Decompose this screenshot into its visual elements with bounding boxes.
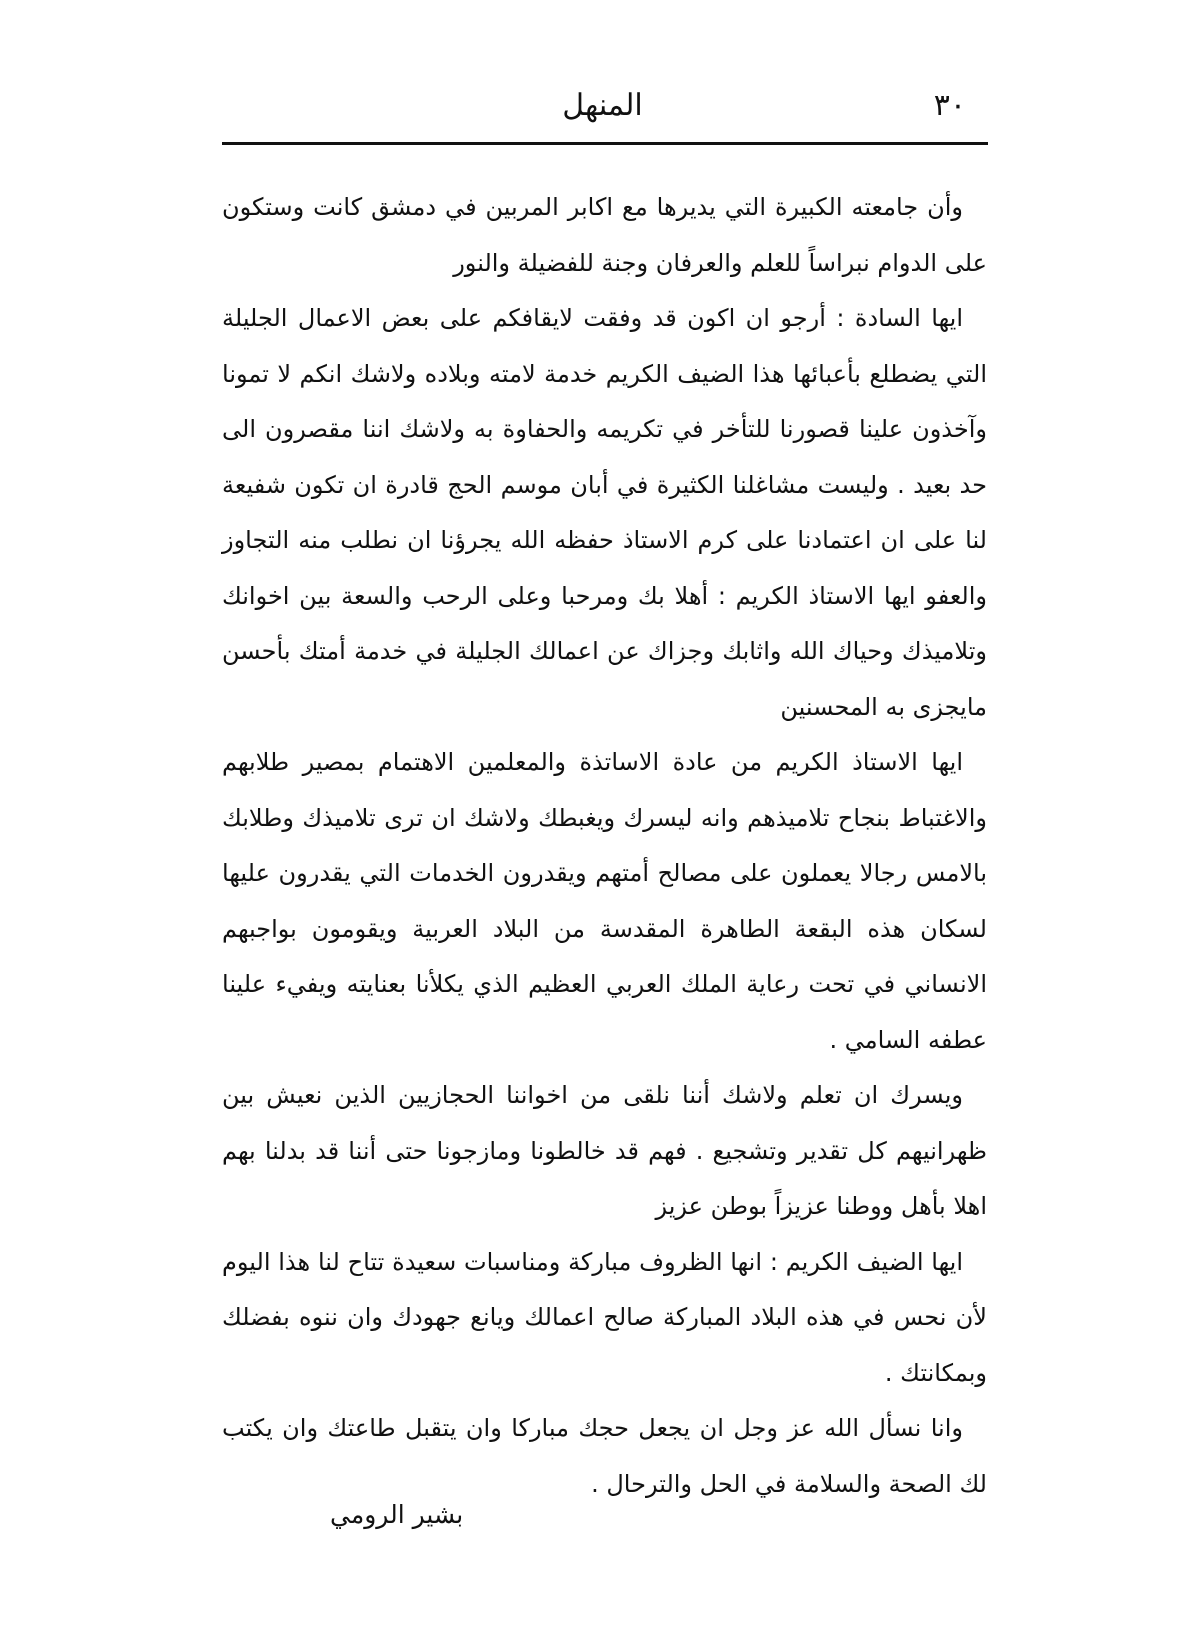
paragraph: ايها الضيف الكريم : انها الظروف مباركة ومناسبات سعيدة تتاح لنا هذا اليوم لأن نحس في هذه البلاد المباركة صالح اعمالك ويانع جهودك وان ننوه بفضلك وبمكانتك . xyxy=(222,1247,987,1387)
article-body xyxy=(222,180,987,1512)
header-rule xyxy=(222,142,988,145)
page-header xyxy=(225,82,980,142)
paragraph: وأن جامعته الكبيرة التي يديرها مع اكابر المربين في دمشق كانت وستكون على الدوام نبراساً للعلم والعرفان وجنة للفضيلة والنور xyxy=(222,193,987,277)
running-title: المنهل xyxy=(562,88,643,123)
paragraph: ويسرك ان تعلم ولاشك أننا نلقى من اخواننا الحجازيين الذين نعيش بين ظهرانيهم كل تقدير وتشجيع . فهم قد خالطونا ومازجونا حتى أننا قد بدلنا بهم اهلا بأهل ووطنا عزيزاً بوطن عزيز xyxy=(222,1081,987,1220)
paragraph: ايها السادة : أرجو ان اكون قد وفقت لايقافكم على بعض الاعمال الجليلة التي يضطلع بأعبائها هذا الضيف الكريم خدمة لامته وبلاده ولاشك انكم لا تمونا وآخذون علينا قصورنا للتأخر في تكريمه والحفاوة به ولاشك اننا مقصرون الى حد بعيد . وليست مشاغلنا الكثيرة في أبان موسم الحج قادرة ان تكون شفيعة لنا على ان اعتمادنا على كرم الاستاذ حفظه الله يجرؤنا ان نطلب منه التجاوز والعفو ايها الاستاذ الكريم : أهلا بك ومرحبا وعلى الرحب والسعة بين اخوانك وتلاميذك وحياك الله واثابك وجزاك عن اعمالك الجليلة في خدمة أمتك بأحسن مايجزى به المحسنين xyxy=(222,304,987,721)
paragraph: وانا نسأل الله عز وجل ان يجعل حجك مباركا وان يتقبل طاعتك وان يكتب لك الصحة والسلامة في الحل والترحال . xyxy=(222,1414,987,1498)
page-number: ٣٠ xyxy=(933,88,966,123)
paragraph: ايها الاستاذ الكريم من عادة الاساتذة والمعلمين الاهتمام بمصير طلابهم والاغتباط بنجاح تلاميذهم وانه ليسرك ويغبطك ولاشك ان ترى تلاميذك وطلابك بالامس رجالا يعملون على مصالح أمتهم ويقدرون الخدمات التي يقدرون عليها لسكان هذه البقعة الطاهرة المقدسة من البلاد العربية ويقومون بواجبهم الانساني في تحت رعاية الملك العربي العظيم الذي يكلأنا بعنايته ويفيء علينا عطفه السامي . xyxy=(222,748,987,1054)
author-signature: بشير الرومي xyxy=(330,1500,464,1529)
